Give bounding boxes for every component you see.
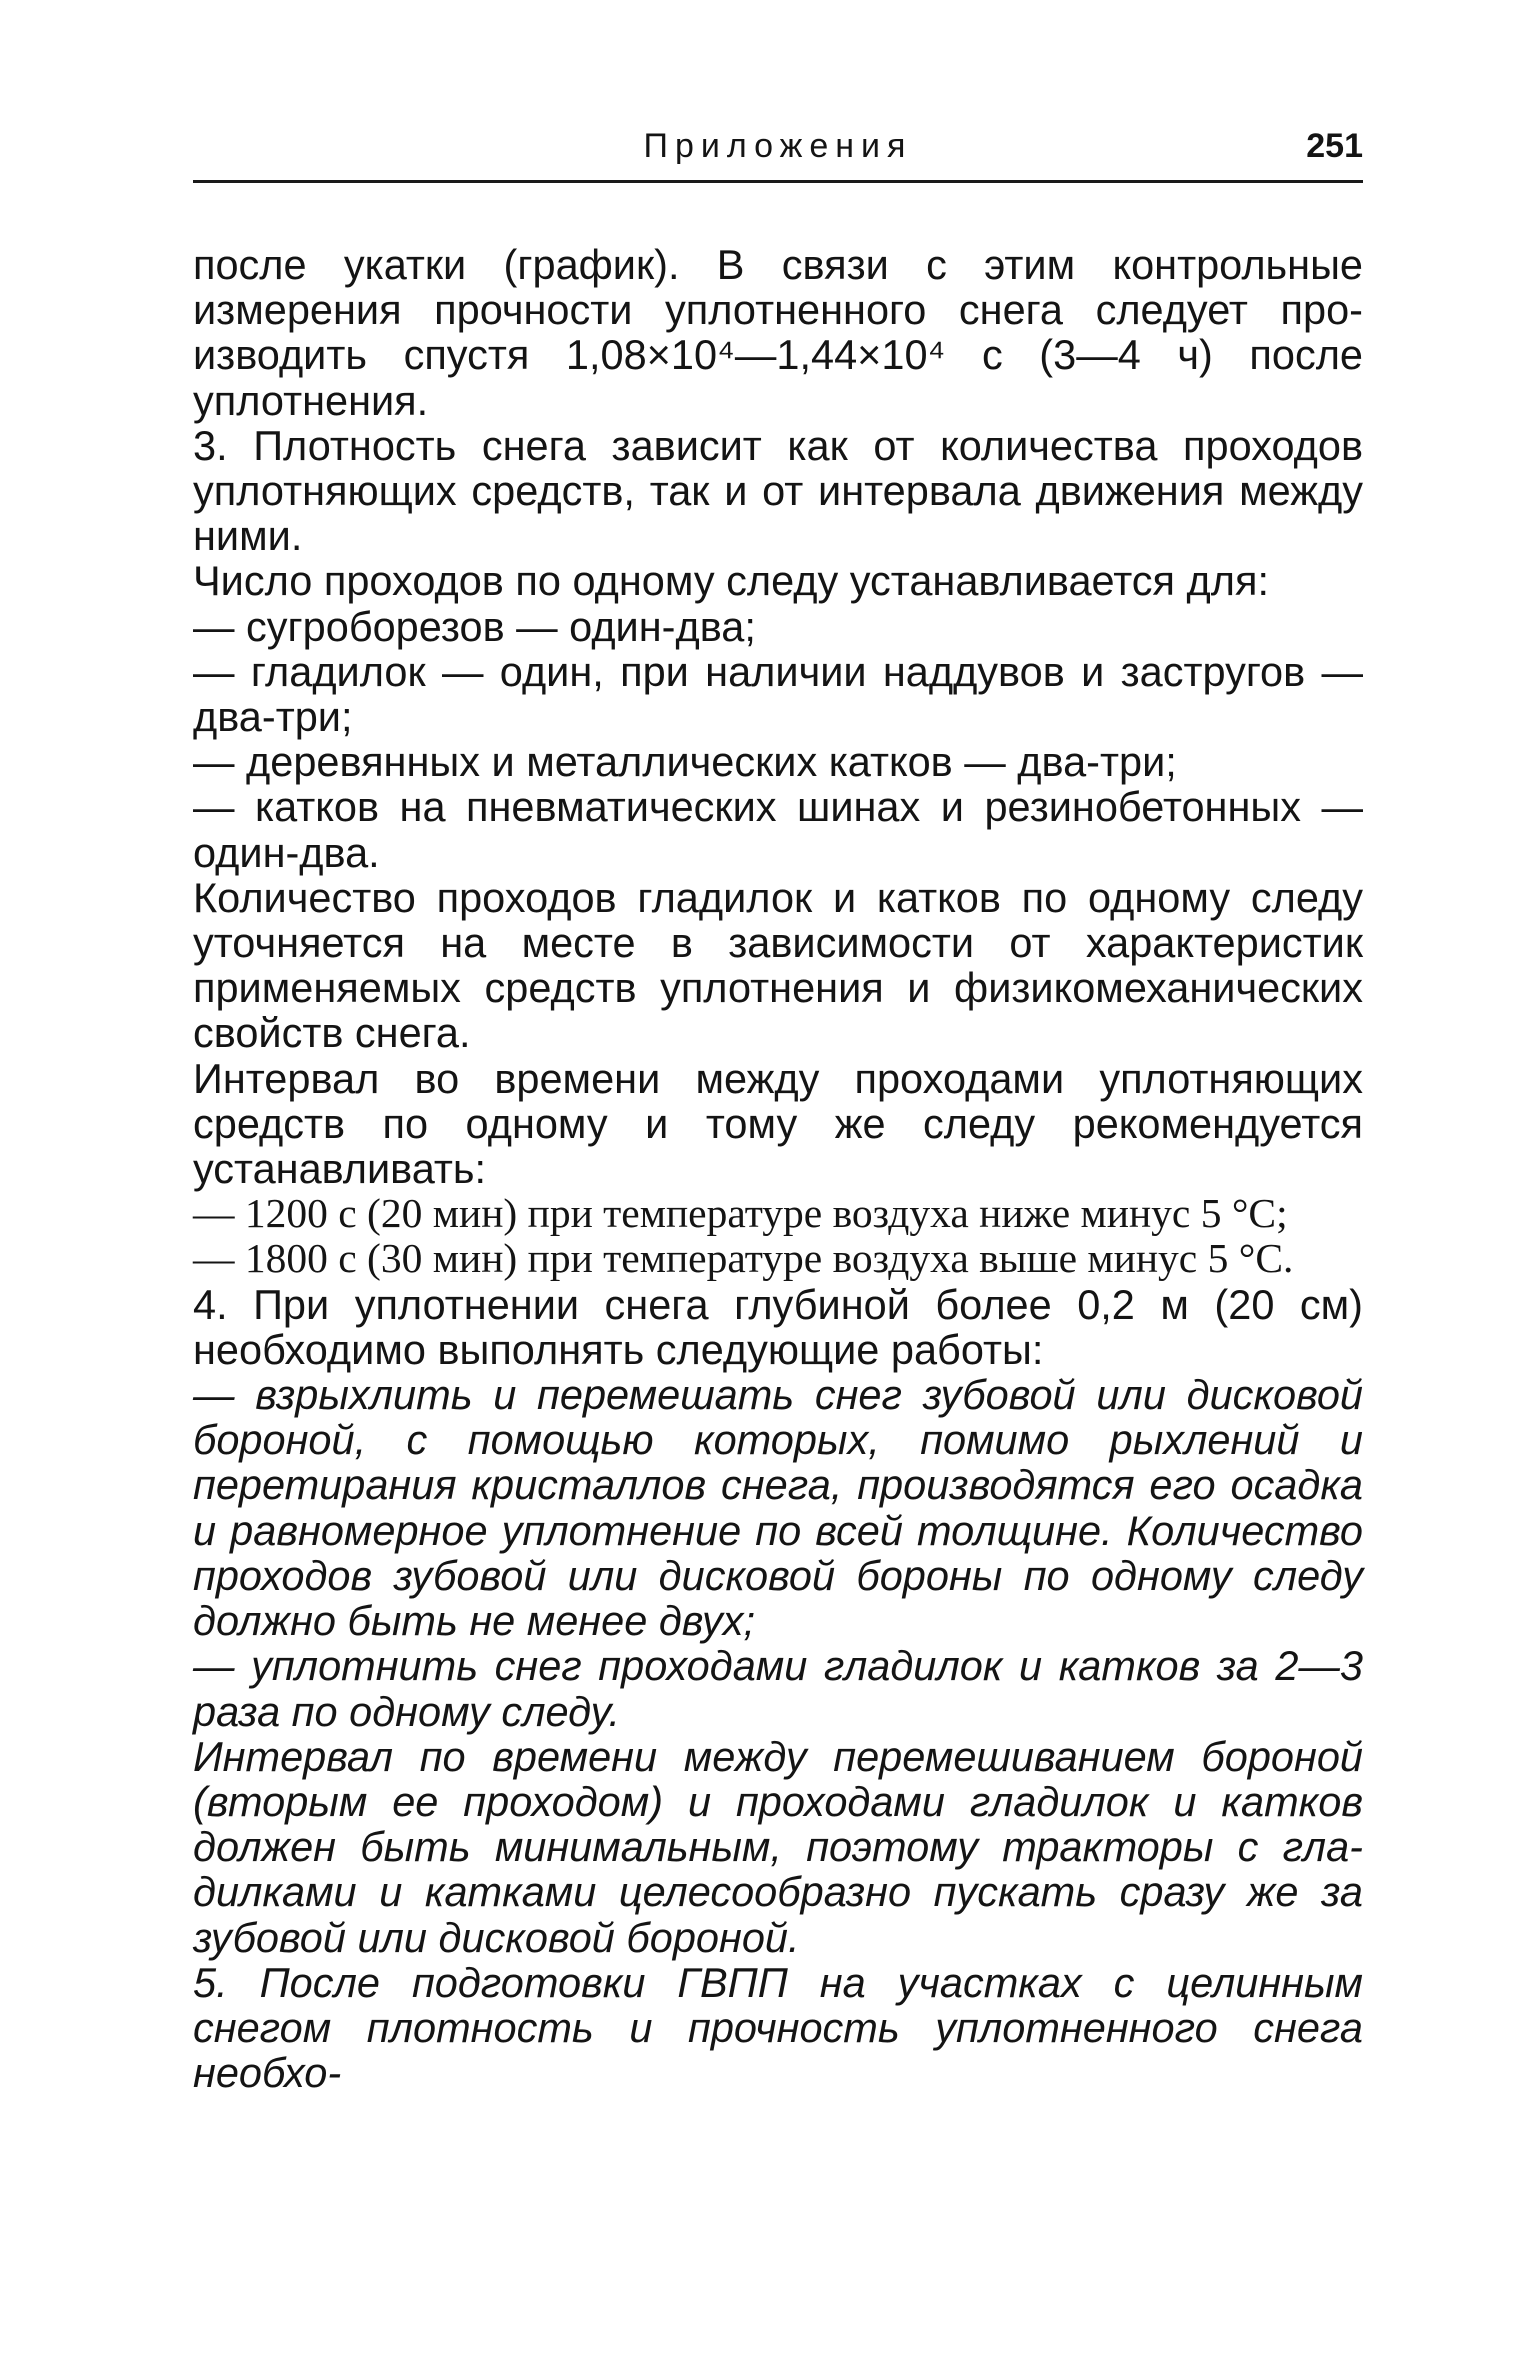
list-item: — деревянных и металлических катков — два-три;	[193, 738, 1177, 786]
page-number: 251	[1306, 127, 1363, 165]
list-item: — сугроборезов — один-два;	[193, 602, 756, 650]
list-item: — катков на пневматических шинах и резинобетонных — один-два.	[193, 783, 1363, 876]
paragraph: после укатки (график). В связи с этим контрольные измерения прочности уплотненного снега следует производить спустя 1,08×10⁴—1,44×10⁴ с (3—4 ч) после уплотнения.	[193, 241, 1363, 424]
list-item: — 1800 с (30 мин) при температуре воздуха выше минус 5 °С.	[193, 1235, 1294, 1282]
header-rule	[193, 180, 1363, 183]
list-item: — взрыхлить и перемешать снег зубовой или дисковой бороной, с помощью которых, помимо рыхлений и перетирания кристаллов снега, производятся его осадка и равномерное уплотнение по всей толщине. Количество проходов зубовой или дисковой бороны по одному следу должно быть не менее двух;	[193, 1371, 1363, 1645]
paragraph: Интервал во времени между проходами уплотняющих средств по одному и тому же следу рекомендуется устанавливать:	[193, 1054, 1363, 1193]
numbered-paragraph: 3. Плотность снега зависит как от количества проходов уплотняющих средств, так и от интервала движения между ними.	[193, 421, 1363, 560]
running-title: Приложения	[643, 127, 913, 165]
numbered-paragraph: 5. После подготовки ГВПП на участках с целинным снегом плотность и прочность уплотненного снега необхо-	[193, 1958, 1363, 2097]
body-text	[193, 242, 1363, 2095]
list-item: — гладилок — один, при наличии наддувов и застругов — два-три;	[193, 647, 1363, 741]
paragraph: Интервал по времени между перемешиванием бороной (вторым ее проходом) и проходами гладилок и катков должен быть минимальным, поэтому тракторы с гладилками и катками целесообразно пускать сразу же за зубовой или дисковой бороной.	[193, 1732, 1363, 1961]
book-page	[193, 120, 1363, 2095]
paragraph: Количество проходов гладилок и катков по одному следу уточняется на месте в зависимости от характеристик применяемых средств уплотнения и физикомеханических свойств снега.	[193, 873, 1363, 1057]
list-item: — 1200 с (20 мин) при температуре воздуха ниже минус 5 °С;	[193, 1190, 1288, 1237]
paragraph: Число проходов по одному следу устанавливается для:	[193, 557, 1269, 605]
list-item: — уплотнить снег проходами гладилок и катков за 2—3 раза по одному следу.	[193, 1642, 1363, 1735]
numbered-paragraph: 4. При уплотнении снега глубиной более 0,2 м (20 см) необходимо выполнять следующие работы:	[193, 1280, 1363, 1373]
running-header	[193, 120, 1363, 182]
